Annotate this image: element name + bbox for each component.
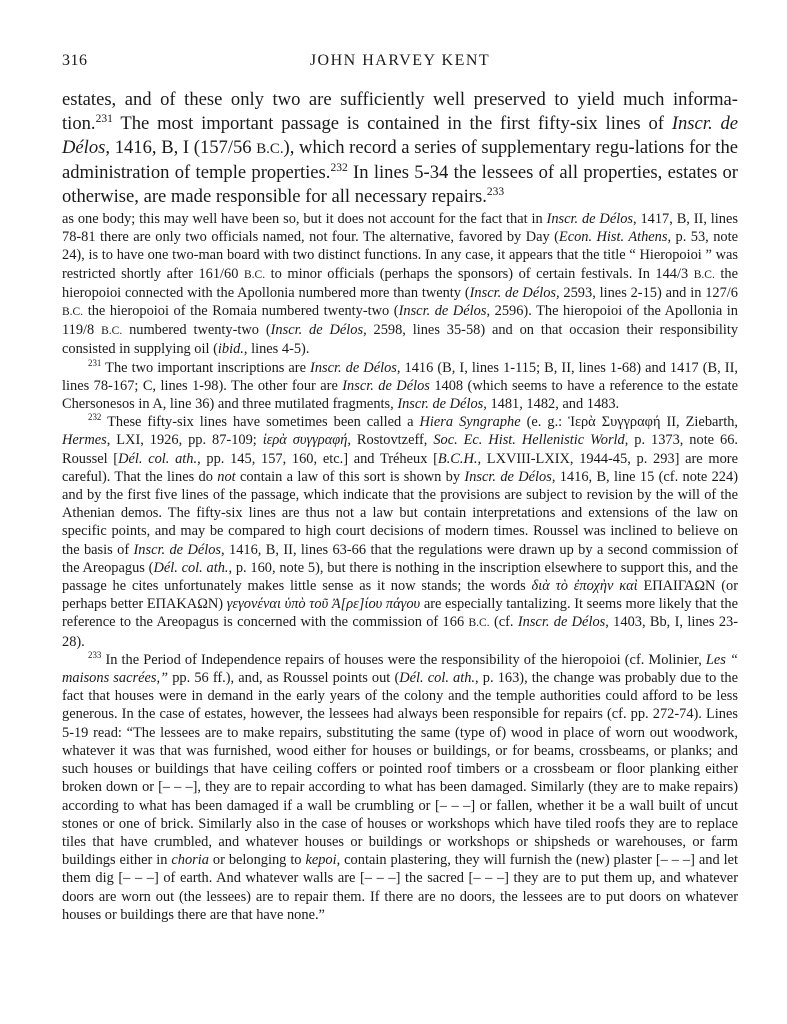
footnote-231: $^{231}$ The two important inscriptions are Inscr. de Délos, 1416 (B, I, lines 1-115; B, II, lines 1-68) and 1417 (B, II, lines 78-167; C, lines 1-98). The other four are Inscr. de Délos 1408 (which seems to have a reference to the estate Chersonesos in A, line 36) and three mutilated fragments, Inscr. de Délos, 1481, 1482, and 1483. (62, 357, 738, 413)
footnotes (62, 210, 738, 924)
page-number: 316 (62, 52, 88, 69)
footnote-number: 233 (88, 650, 102, 661)
footnote-ref-231[interactable]: 231 (95, 112, 113, 125)
footnote-ref-232[interactable]: 232 (330, 161, 348, 174)
footnote-233: $^{233}$ In the Period of Independence repairs of houses were the responsibility of the hieropoioi (cf. Molinier, Les “ maisons sacrées,” pp. 56 ff.), and, as Roussel points out (Dél. col. ath., p. 163), the change was probably due to the fact that houses were in demand in the early years of the colony and the temple authorities could afford to be less generous. In the case of estates, however, the lessees had always been responsible for repairs (cf. pp. 272-74). Lines 5-19 read: “The lessees are to make repairs, substituting the same (type of) wood in place of worn out woodwork, whatever it was that was furnished, wood either for houses or buildings, or for beams, crossbeams, or planks; and such houses or buildings that have ceiling coffers or pointed roof timbers or a crossbeam or floor planking either broken down or [‒ ‒ ‒], they are to repair according to what has been damaged. Similarly (they are to make repairs) according to what has been damaged if a wall be crumbling or [‒ ‒ ‒] or fallen, whether it be a wall built of uncut stones or one of brick. Similarly also in the case of houses or workshops which have tiled roofs they are to replace tiles that have crumbled, and whatever houses or buildings or workshops or shipsheds or warehouses, or farm buildings either in choria or belonging to kepoi, contain plastering, they will furnish the (new) plaster [‒ ‒ ‒] and let them dig [‒ ‒ ‒] of earth. And whatever walls are [‒ ‒ ‒] the sacred [‒ ‒ ‒] they are to put them up, and whatever doors are worn out (the lessees) are to repair them. If there are no doors, the lessees are to put doors on whatever houses or buildings there are that have none.” (62, 650, 738, 923)
page-header (62, 52, 738, 74)
footnote-number: 231 (88, 357, 102, 368)
footnote-232: $^{232}$ These fifty-six lines have sometimes been called a Hiera Syngraphe (e. g.: Ἱερὰ Συγγραφή II, Ziebarth, Hermes, LXI, 1926, pp. 87-109; ἱερὰ συγγραφή, Rostovtzeff, Soc. Ec. Hist. Hellenistic World, p. 1373, note 66. Roussel [Dél. col. ath., pp. 145, 157, 160, etc.] and Tréheux [B.C.H., LXVIII-LXIX, 1944-45, p. 293] are more careful). That the lines do not contain a law of this sort is shown by Inscr. de Délos, 1416, B, line 15 (cf. note 224) and by the first five lines of the passage, which indicate that the provisions are subject to revision by the will of the Athenian demos. The fifty-six lines are thus not a law but contain interpretations and extensions of the law on specific points, and may be compared to high court decisions of modern times. Roussel was inclined to believe on the basis of Inscr. de Délos, 1416, B, II, lines 63-66 that the regulations were drawn up by a second commission of the Areopagus (Dél. col. ath., p. 160, note 5), but there is nothing in the inscription elsewhere to support this, and the passage he cites unfortunately makes little sense as it now stands; the words διὰ τὸ ἐποχὴν καὶ ΕΠΑΙΓΑΩΝ (or perhaps better ΕΠΑΚΑΩΝ) γεγονέναι ὑπὸ τοῦ Ἀ[ρε]ίου πάγου are especially tantalizing. It seems more likely that the reference to the Areopagus is concerned with the commission of 166 B.C. (cf. Inscr. de Délos, 1403, Bb, I, lines 23-28). (62, 412, 739, 650)
footnote-number: 232 (88, 412, 102, 423)
footnote-continuation: as one body; this may well have been so, but it does not account for the fact that in Inscr. de Délos, 1417, B, II, lines 78-81 there are only two officials named, not four. The alternative, favored by Day (Econ. Hist. Athens, p. 53, note 24), is to have one two-man board with two distinct functions. In any case, it appears that the title “ Hieropoioi ” was restricted shortly after 161/60 B.C. to minor officials (perhaps the sponsors) of certain festivals. In 144/3 B.C. the hieropoioi connected with the Apollonia numbered more than twenty (Inscr. de Délos, 2593, lines 2-15) and in 127/6 B.C. the hieropoioi of the Romaia numbered twenty-two (Inscr. de Délos, 2596). The hieropoioi of the Apollonia in 119/8 B.C. numbered twenty-two (Inscr. de Délos, 2598, lines 35-58) and on that occasion their responsibility consisted in supplying oil (ibid., lines 4-5). (62, 211, 739, 358)
running-head: JOHN HARVEY KENT (309, 52, 491, 69)
footnote-ref-233[interactable]: 233 (486, 185, 505, 198)
main-text: estates, and of these only two are sufficiently well preserved to yield much informa-tion.$^{231}$ The most important passage is contained in the first fifty-six lines of Inscr. de Délos, 1416, B, I (157/56 B.C.), which record a series of supplementary regu-lations for the administration of temple properties.$^{232}$ In lines 5-34 the lessees of all properties, estates or otherwise, are made responsible for all necessary repairs.$^{233}$ (62, 89, 738, 207)
